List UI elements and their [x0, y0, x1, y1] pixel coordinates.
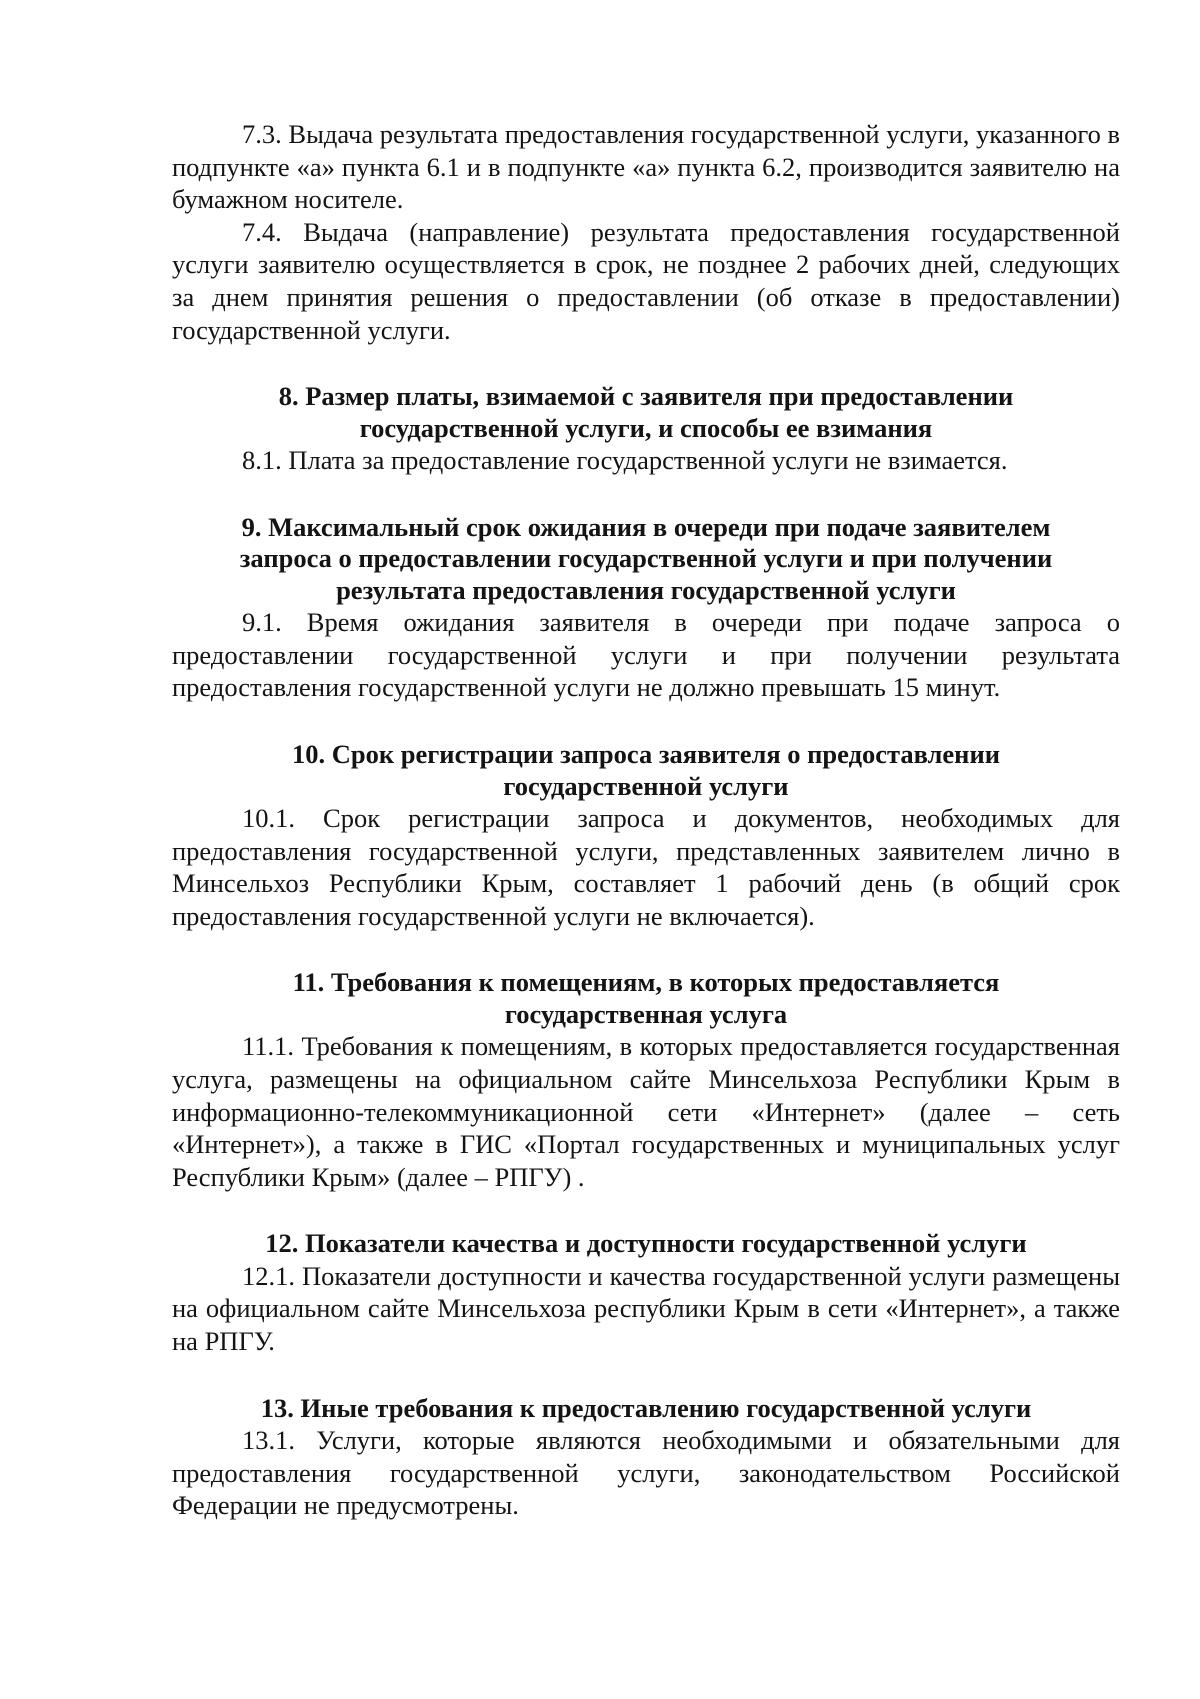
heading-line: 10. Срок регистрации запроса заявителя о предоставлении [292, 739, 1000, 770]
heading-line: 8. Размер платы, взимаемой с заявителя при предоставлении [278, 381, 1014, 412]
document-page [172, 118, 1120, 1522]
paragraph-13-1: 13.1. Услуги, которые являются необходимыми и обязательными для предоставления государственной услуги, законодательством Российской Федерации не предусмотрены. [172, 1425, 1120, 1521]
heading-line: 13. Иные требования к предоставлению государственной услуги [260, 1392, 1032, 1423]
paragraph-9-1: 9.1. Время ожидания заявителя в очереди при подаче запроса о предоставлении государственной услуги и при получении результата предоставления государственной услуги не должно превышать 15 минут. [172, 607, 1120, 703]
section-13-heading [172, 1393, 1120, 1425]
heading-line: 12. Показатели качества и доступности государственной услуги [265, 1228, 1027, 1259]
paragraph-7-3: 7.3. Выдача результата предоставления государственной услуги, указанного в подпункте «а» пункта 6.1 и в подпункте «а» пункта 6.2, производится заявителю на бумажном носителе. [172, 119, 1120, 215]
paragraph-10-1: 10.1. Срок регистрации запроса и документов, необходимых для предоставления государственной услуги, представленных заявителем лично в Минсельхоз Республики Крым, составляет 1 рабочий день (в общий срок предоставления государственной услуги не включается). [172, 803, 1120, 931]
paragraph-7-4: 7.4. Выдача (направление) результата предоставления государственной услуги заявителю осуществляется в срок, не позднее 2 рабочих дней, следующих за днем принятия решения о предоставлении (об отказе в предоставлении) государственной услуги. [172, 216, 1120, 345]
section-11-heading [172, 967, 1120, 1030]
heading-line: государственная услуга [504, 998, 788, 1029]
heading-line: государственной услуги, и способы ее взимания [359, 412, 933, 443]
section-8-heading [172, 381, 1120, 444]
heading-line: запроса о предоставлении государственной услуги и при получении [239, 543, 1053, 574]
paragraph-12-1: 12.1. Показатели доступности и качества государственной услуги размещены на официальном сайте Минсельхоза республики Крым в сети «Интернет», а также на РПГУ. [172, 1260, 1120, 1357]
section-12-heading [172, 1228, 1120, 1260]
paragraph-8-1: 8.1. Плата за предоставление государственной услуги не взимается. [242, 445, 1008, 476]
paragraph-11-1: 11.1. Требования к помещениям, в которых предоставляется государственная услуга, размещены на официальном сайте Минсельхоза Республики Крым в информационно-телекоммуникационной сети «Интернет» (далее – сеть «Интернет»), а также в ГИС «Портал государственных и муниципальных услуг Республики Крым» (далее – РПГУ) . [172, 1031, 1120, 1192]
heading-line: государственной услуги [503, 770, 789, 801]
heading-line: результата предоставления государственной услуги [336, 574, 956, 605]
heading-line: 11. Требования к помещениям, в которых предоставляется [292, 967, 1000, 998]
section-9-heading [172, 512, 1120, 607]
section-10-heading [172, 739, 1120, 802]
heading-line: 9. Максимальный срок ожидания в очереди при подаче заявителем [241, 511, 1051, 542]
